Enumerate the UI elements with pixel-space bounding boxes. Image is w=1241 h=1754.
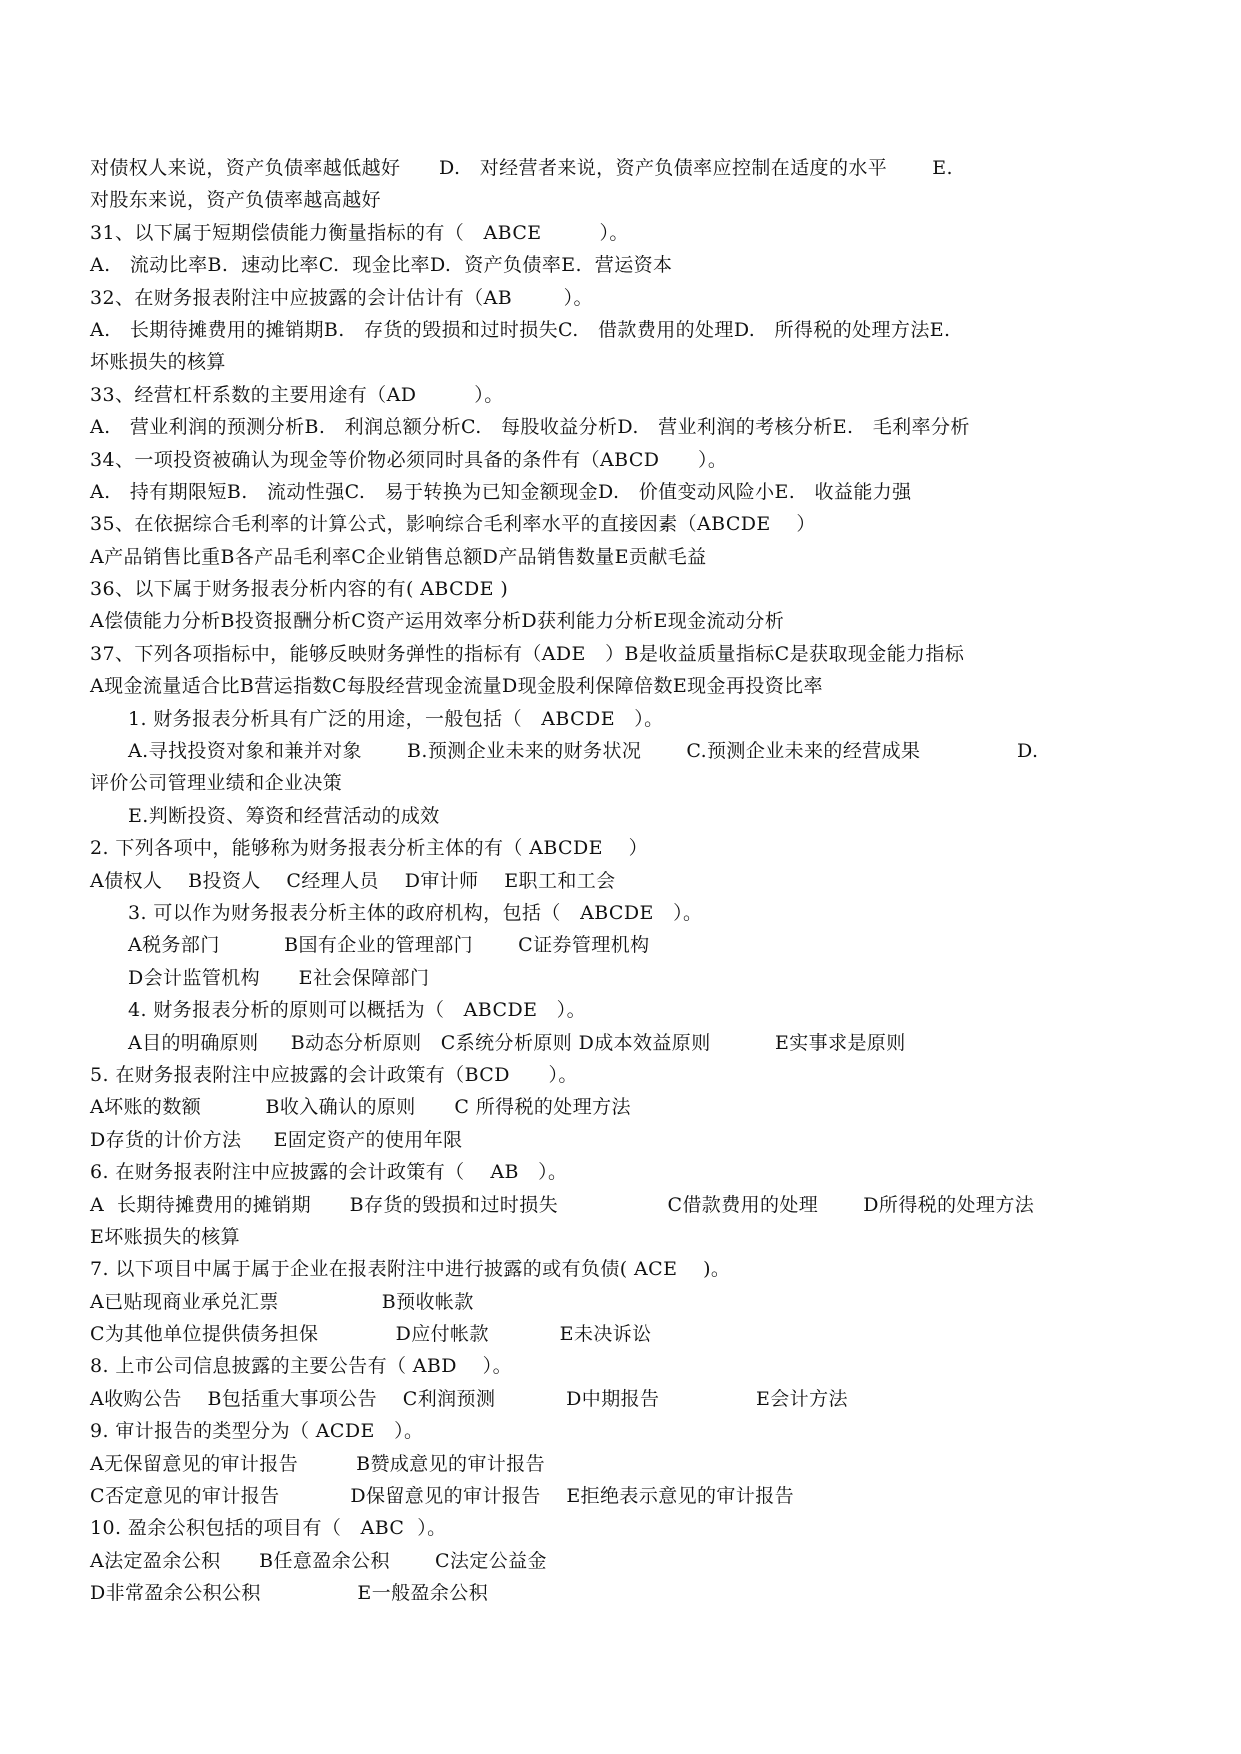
text-line: A法定盈余公积 B任意盈余公积 C法定公益金 [90,1549,547,1572]
text-line: 31、以下属于短期偿债能力衡量指标的有（ ABCE ）。 [90,221,629,244]
text-line: A.寻找投资对象和兼并对象 B.预测企业未来的财务状况 C.预测企业未来的经营成果 D. [128,740,1039,763]
text-line: 6. 在财务报表附注中应披露的会计政策有（ AB ）。 [90,1161,568,1184]
text-line: 36、以下属于财务报表分析内容的有( ABCDE ) [90,578,509,601]
text-line: A无保留意见的审计报告 B赞成意见的审计报告 [90,1452,546,1475]
text-line: A债权人 B投资人 C经理人员 D审计师 E职工和工会 [90,869,616,892]
text-line: 对债权人来说，资产负债率越低越好 D. 对经营者来说，资产负债率应控制在适度的水平 E. [90,157,953,179]
text-line: 8. 上市公司信息披露的主要公告有（ ABD ）。 [90,1355,512,1378]
text-line: 35、在依据综合毛利率的计算公式，影响综合毛利率水平的直接因素（ABCDE ） [90,513,816,536]
text-line: A. 持有期限短B. 流动性强C. 易于转换为已知金额现金D. 价值变动风险小E. 收益能力强 [90,480,912,503]
text-line: 对股东来说，资产负债率越高越好 [90,189,382,212]
text-line: E坏账损失的核算 [90,1225,241,1248]
text-line: A目的明确原则 B动态分析原则 C系统分析原则 D成本效益原则 E实事求是原则 [128,1031,906,1054]
text-line: 1. 财务报表分析具有广泛的用途，一般包括（ ABCDE ）。 [128,707,664,730]
text-line: 7. 以下项目中属于属于企业在报表附注中进行披露的或有负债( ACE )。 [90,1258,731,1281]
text-line: 3. 可以作为财务报表分析主体的政府机构，包括（ ABCDE ）。 [128,901,703,924]
text-line: 坏账损失的核算 [90,351,226,374]
text-line: 5. 在财务报表附注中应披露的会计政策有（BCD ）。 [90,1063,578,1086]
text-line: A坏账的数额 B收入确认的原则 C 所得税的处理方法 [90,1096,631,1119]
text-line: 4. 财务报表分析的原则可以概括为（ ABCDE ）。 [128,999,586,1022]
text-line: D存货的计价方法 E固定资产的使用年限 [90,1128,463,1151]
text-line: A产品销售比重B各产品毛利率C企业销售总额D产品销售数量E贡献毛益 [90,545,707,568]
text-line: A收购公告 B包括重大事项公告 C利润预测 D中期报告 E会计方法 [90,1387,848,1410]
text-line: A现金流量适合比B营运指数C每股经营现金流量D现金股利保障倍数E现金再投资比率 [90,675,823,698]
text-line: A. 流动比率B. 速动比率C. 现金比率D. 资产负债率E. 营运资本 [90,254,673,277]
text-line: 10. 盈余公积包括的项目有（ ABC ）。 [90,1517,447,1540]
text-line: C否定意见的审计报告 D保留意见的审计报告 E拒绝表示意见的审计报告 [90,1485,795,1508]
text-line: 33、经营杠杆系数的主要用途有（AD ）。 [90,383,504,406]
document-body [90,152,1170,1610]
text-line: A偿债能力分析B投资报酬分析C资产运用效率分析D获利能力分析E现金流动分析 [90,610,785,633]
text-line: A. 营业利润的预测分析B. 利润总额分析C. 每股收益分析D. 营业利润的考核分析E. 毛利率分析 [90,416,970,439]
text-line: 37、下列各项指标中，能够反映财务弹性的指标有（ADE ）B是收益质量指标C是获取现金能力指标 [90,642,965,665]
text-line: 评价公司管理业绩和企业决策 [90,772,343,795]
text-line: D非常盈余公积公积 E一般盈余公积 [90,1582,489,1605]
text-line: A已贴现商业承兑汇票 B预收帐款 [90,1290,474,1313]
text-line: A税务部门 B国有企业的管理部门 C证券管理机构 [128,934,650,957]
text-line: 2. 下列各项中，能够称为财务报表分析主体的有（ ABCDE ） [90,837,649,860]
text-line: C为其他单位提供债务担保 D应付帐款 E未决诉讼 [90,1323,652,1346]
text-line: A. 长期待摊费用的摊销期B. 存货的毁损和过时损失C. 借款费用的处理D. 所得税的处理方法E. [90,318,951,341]
text-line: 9. 审计报告的类型分为（ ACDE ）。 [90,1420,424,1443]
text-line: 32、在财务报表附注中应披露的会计估计有（AB ）。 [90,286,593,309]
text-line: D会计监管机构 E社会保障部门 [128,966,430,989]
text-line: E.判断投资、筹资和经营活动的成效 [128,804,440,827]
text-line: 34、一项投资被确认为现金等价物必须同时具备的条件有（ABCD ）。 [90,448,728,471]
text-line: A 长期待摊费用的摊销期 B存货的毁损和过时损失 C借款费用的处理 D所得税的处理方法 [90,1193,1035,1216]
